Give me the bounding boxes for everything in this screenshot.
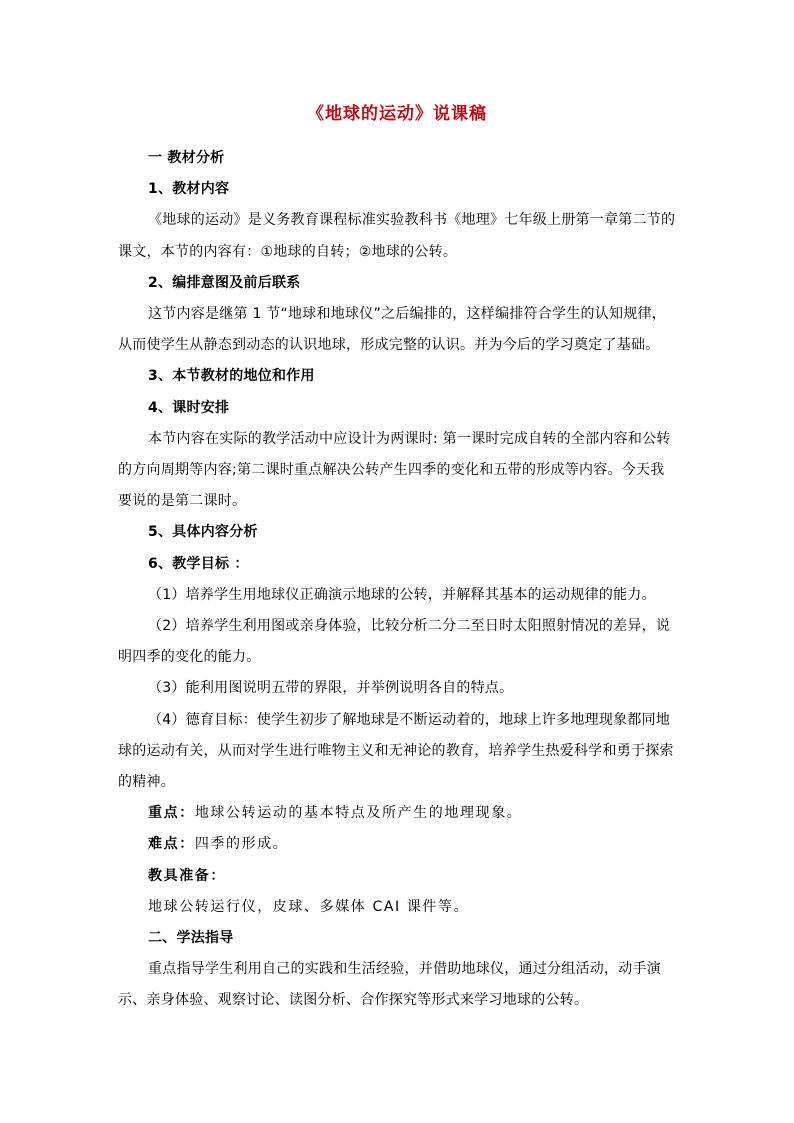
- goal-item-3: （3）能利用图说明五带的界限，并举例说明各自的特点。: [148, 680, 514, 697]
- subheading-class-hours: 4、课时安排: [148, 399, 230, 416]
- tools-text: 地球公转运行仪，皮球、多媒体 CAI 课件等。: [148, 898, 470, 915]
- subheading-content-analysis: 5、具体内容分析: [148, 524, 258, 541]
- section-heading-teaching-material: 一 教材分析: [148, 150, 225, 166]
- goal-item-4: （4）德育目标：使学生初步了解地球是不断运动着的，地球上许多地理现象都同地球的运动有关，从而对学生进行唯物主义和无神论的教育，培养学生热爱科学和勇于探索的精神。: [118, 711, 674, 791]
- paragraph-class-hours: 本节内容在实际的教学活动中应设计为两课时: 第一课时完成自转的全部内容和公转的方向周期等内容;第二课时重点解决公转产生四季的变化和五带的形成等内容。今天我要说的是第二课时。: [118, 430, 671, 510]
- document-body: [118, 102, 676, 1017]
- difficulty-text: 四季的形成。: [194, 836, 289, 853]
- goal-item-1: （1）培养学生用地球仪正确演示地球的公转，并解释其基本的运动规律的能力。: [148, 586, 656, 603]
- subheading-material-content: 1、教材内容: [148, 181, 230, 198]
- subheading-teaching-goals: 6、教学目标 ：: [148, 555, 249, 572]
- difficulty-line: [118, 829, 676, 860]
- subheading-arrangement: 2、编排意图及前后联系: [148, 274, 301, 291]
- difficulty-label: 难点：: [148, 836, 195, 853]
- paragraph-arrangement: 这节内容是继第 1 节“地球和地球仪”之后编排的，这样编排符合学生的认知规律，从而使学生从静态到动态的认识地球，形成完整的认识。并为今后的学习奠定了基础。: [118, 306, 667, 354]
- tools-label: 教具准备：: [148, 867, 226, 884]
- paragraph-material-content: 《地球的运动》是义务教育课程标准实验教科书《地理》七年级上册第一章第二节的课文，本节的内容有：①地球的自转；②地球的公转。: [118, 212, 676, 260]
- paragraph-study-guidance: 重点指导学生利用自己的实践和生活经验，并借助地球仪，通过分组活动，动手演示、亲身体验、观察讨论、读图分析、合作探究等形式来学习地球的公转。: [118, 961, 661, 1009]
- tools-label-line: [118, 861, 676, 892]
- subheading-position-role: 3、本节教材的地位和作用: [148, 368, 315, 385]
- key-point-text: 地球公转运动的基本特点及所产生的地理现象。: [194, 805, 523, 822]
- document-title: 《地球的运动》说课稿: [307, 104, 487, 124]
- goal-item-2: （2）培养学生利用图或亲身体验，比较分析二分二至日时太阳照射情况的差异，说明四季的变化的能力。: [118, 618, 671, 666]
- key-point-label: 重点：: [148, 805, 195, 822]
- section-heading-study-guidance: 二、学法指导: [148, 930, 234, 947]
- key-point-line: [118, 798, 676, 829]
